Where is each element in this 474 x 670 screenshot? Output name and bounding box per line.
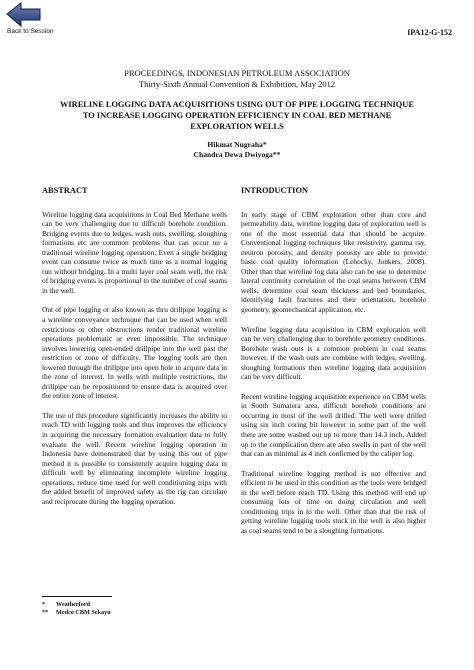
proceedings-line-2: Thirty-Sixth Annual Convention & Exhibition, May 2012 [138, 79, 336, 89]
back-to-session-button[interactable] [6, 2, 66, 38]
abstract-paragraph: Wireline logging data acquisitions in Coal Bed Methane wells can be very challenging due to difficult borehole condition. Bridging events due to ledges, wash outs, swelling, sloughing formations etc are common problems that can occur on a traditional wireline logging operation. Even a single bridging event can consume twice as much time as a normal logging run without bridging. In a multi layer coal seam well, the risk of bridging events is proportional to the number of coal seams in the well. [42, 209, 227, 295]
author: Chandra Dewa Dwiyoga** [193, 150, 281, 159]
back-to-session-label[interactable]: Back to Session [7, 28, 54, 35]
introduction-paragraph: In early stage of CBM exploration other than core and permeability data, wireline logging data of exploration well is one of the most essential data that should be acquire. Conventional logging techniques like resistivity, gamma ray, neutron porosity, and density porosity are able to provide basic coal quality information (Lehocky, Jonkers, 2008). Other than that wireline log data also can be use to determine lateral continuity correlation of the coal seams between CBM wells, determine coal seam thickness and bed boundaries, identifying fault fractures and their orientation, borehole geometry, geomechanical application, etc. [241, 209, 426, 315]
footnote-rule [42, 596, 112, 597]
introduction-section [241, 186, 426, 546]
introduction-heading: INTRODUCTION [241, 186, 309, 195]
introduction-paragraph: Recent wireline logging acquisition experience on CBM wells in South Sumatera area, difficult borehole conditions are occurring in most of the well drilled. The well were drilled using six inch coring bit however in some part of the well there are some washed out up to more than 14.3 inch. Added up to the complication there are also swells in part of the well that can as minimal as 4 inch confirmed by the caliper log. [241, 391, 426, 459]
paper-id: IPA12-G-152 [407, 28, 452, 37]
author-list [0, 140, 474, 160]
abstract-paragraph: Out of pipe logging or also known as thru drillpipe logging is a wireline conveyance technique that can be used when well restrictions or other obstructions render traditional wireline operations problematic or even impossible. The technique involves lowering open-ended drillpipe into the well past the restriction or zone of difficulty. The logging tools are then lowered through the drillpipe into open hole to acquire data in the zone of interest. In wells with multiple restrictions, the drillpipe can be repositioned to ensure data is acquired over the entire zone of interest. [42, 305, 227, 401]
author: Hikmat Nugraha* [207, 140, 267, 149]
introduction-paragraph: Wireline logging data acquisition in CBM exploration well can be very challenging due to borehole geometry conditions. Borehole wash outs is a common problem in coal seams however, if the wash outs are combine with ledges, swelling, sloughing formations then wireline logging data acquisition can be very difficult. [241, 324, 426, 382]
footnote [42, 601, 227, 609]
footnote-mark: ** [42, 609, 49, 616]
abstract-section [42, 186, 227, 516]
footnotes [42, 596, 227, 617]
footnote-text: Weatherford [56, 601, 91, 608]
proceedings-header [0, 68, 474, 90]
abstract-heading: ABSTRACT [42, 186, 88, 195]
back-arrow-icon [6, 2, 42, 28]
proceedings-line-1: PROCEEDINGS, INDONESIAN PETROLEUM ASSOCIATION [124, 68, 350, 78]
introduction-paragraph: Traditional wireline logging method is not effective and efficient to be used in this condition as the tools were bridged in the well before reach TD. Using this method will end up consuming lots of time on doing circulation and well conditioning trips in to the well. Other than that the risk of getting wireline logging tools stuck in the well is also higher as coal seams tend to be a sloughing formations. [241, 468, 426, 535]
footnote [42, 609, 227, 617]
top-bar [0, 0, 474, 40]
footnote-mark: * [42, 601, 46, 608]
footnote-text: Medco CBM Sekayu [56, 609, 111, 616]
abstract-paragraph: The use of this procedure significantly increases the ability to reach TD with logging tools and thus improves the efficiency in acquiring the necessary formation evaluation data to fully evaluate the well. Recent wireline logging operation in Indonesia have demonstrated that by using this out of pipe method it is possible to consistently acquire logging data in difficult well by eliminating incomplete wireline logging operations, reduce time used for well conditioning trips with the added benefit of improved safety as the rig can circulate and reciprocate during the logging operation. [42, 410, 227, 506]
paper-title: WIRELINE LOGGING DATA ACQUISITIONS USING OUT OF PIPE LOGGING TECHNIQUE TO INCREASE LOGGING OPERATION EFFICIENCY IN COAL BED METHANE EXPLORATION WELLS [60, 100, 414, 131]
